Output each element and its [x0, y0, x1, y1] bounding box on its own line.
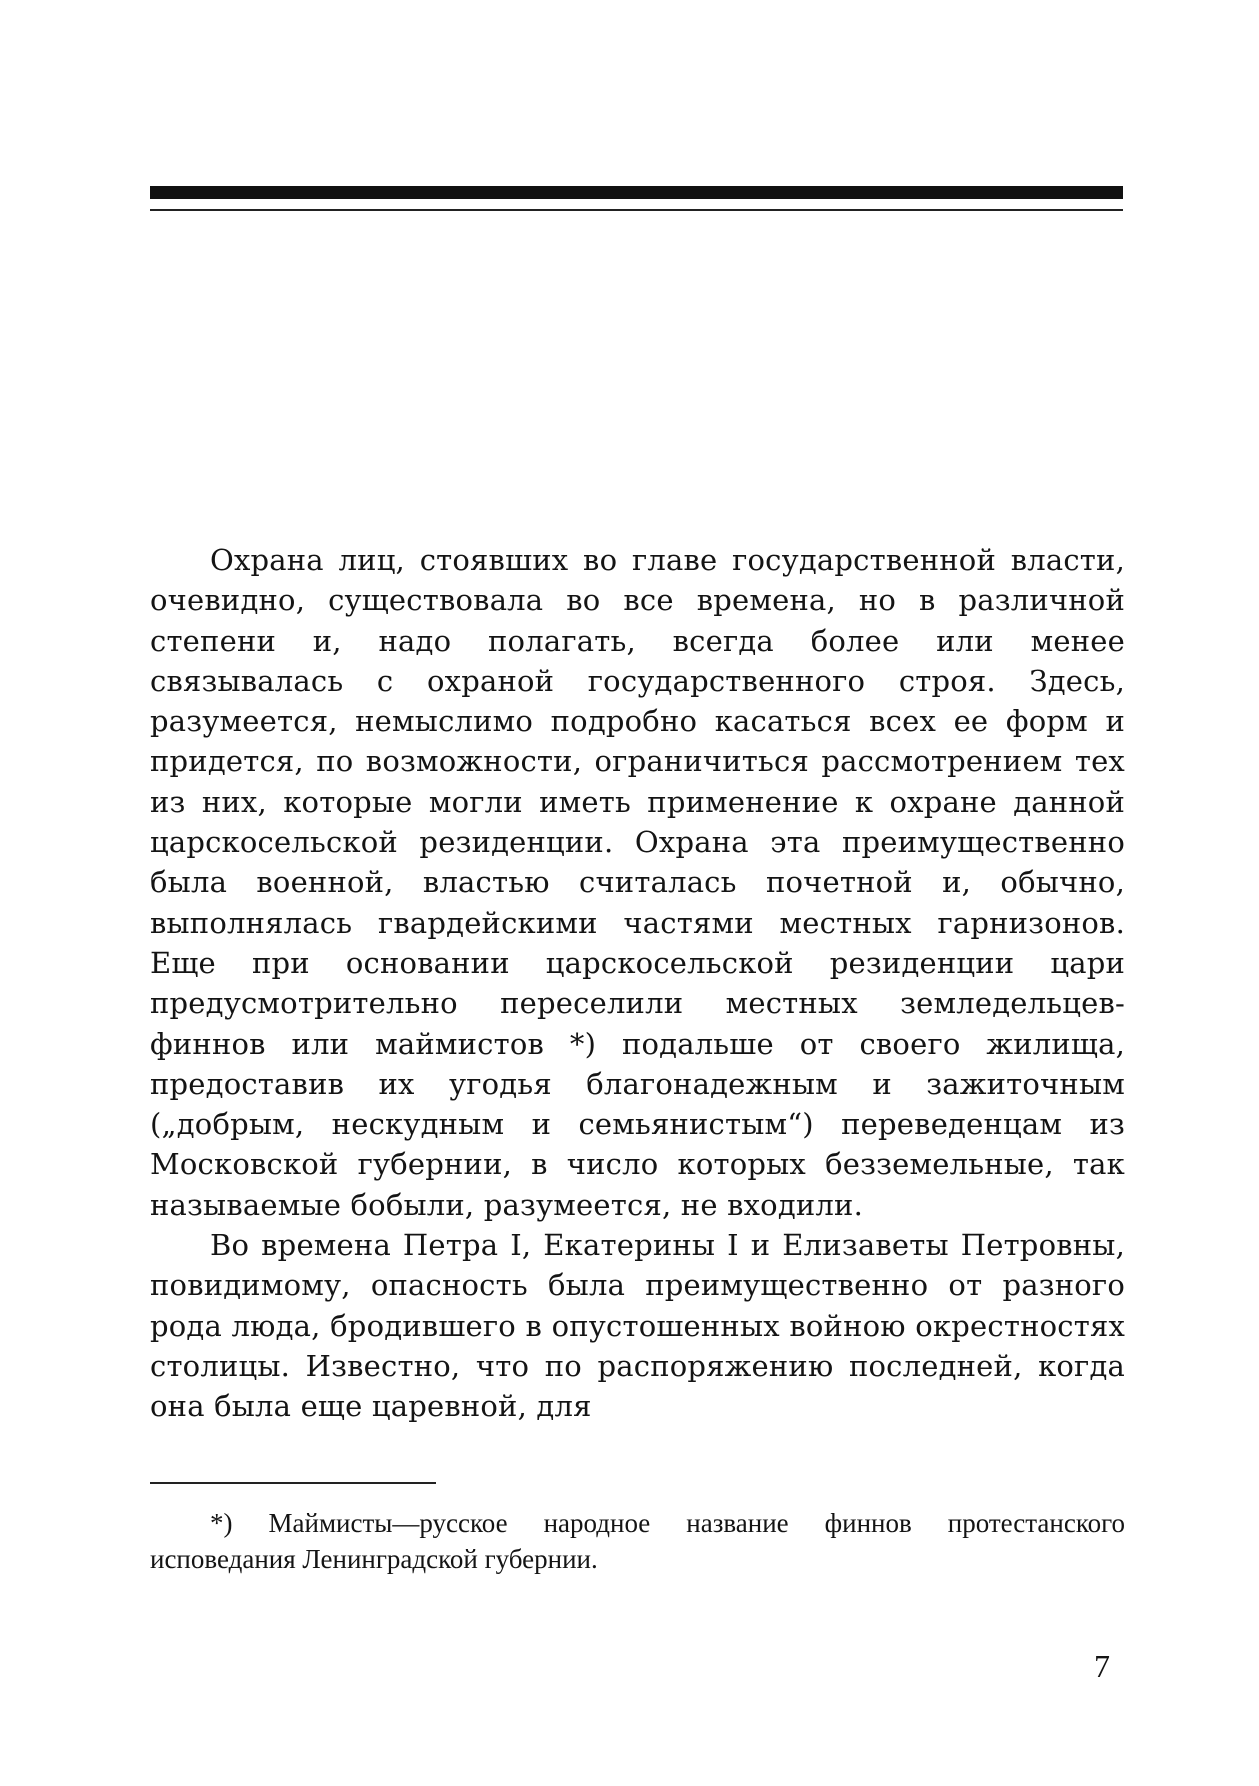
paragraph-2: Во времена Петра I, Екатерины I и Елизаветы Петровны, повидимому, опасность была преимущественно от разного рода люда, бродившего в опустошенных войною окрестностях столицы. Известно, что по распоряжению последней, когда она была еще царевной, для — [150, 1228, 1125, 1424]
page-number: 7 — [1094, 1648, 1110, 1684]
footnote — [150, 1505, 1125, 1577]
paragraph-1: Охрана лиц, стоявших во главе государственной власти, очевидно, существовала во все времена, но в различной степени и, надо полагать, всегда более или менее связывалась с охраной государственного строя. Здесь, разумеется, немыслимо подробно касаться всех ее форм и придется, по возможности, ограничиться рассмотрением тех из них, которые могли иметь применение к охране данной царскосельской резиденции. Охрана эта преимущественно была военной, властью считалась почетной и, обычно, выполнялась гвардейскими частями местных гарнизонов. Еще при основании царскосельской резиденции цари предусмотрительно переселили местных земледельцев-финнов или маймистов *) подальше от своего жилища, предоставив их угодья благонадежным и зажиточным („добрым, нескудным и семьянистым“) переведенцам из Московской губернии, в число которых безземельные, так называемые бобыли, разумеется, не входили. — [150, 543, 1125, 1222]
footnote-rule — [150, 1482, 436, 1484]
body-text — [150, 540, 1125, 1427]
header-rule-thin — [150, 209, 1123, 211]
footnote-text: *) Маймисты—русское народное название финнов протестанского исповедания Ленинградской губернии. — [150, 1508, 1125, 1574]
header-rule-thick — [150, 186, 1123, 199]
